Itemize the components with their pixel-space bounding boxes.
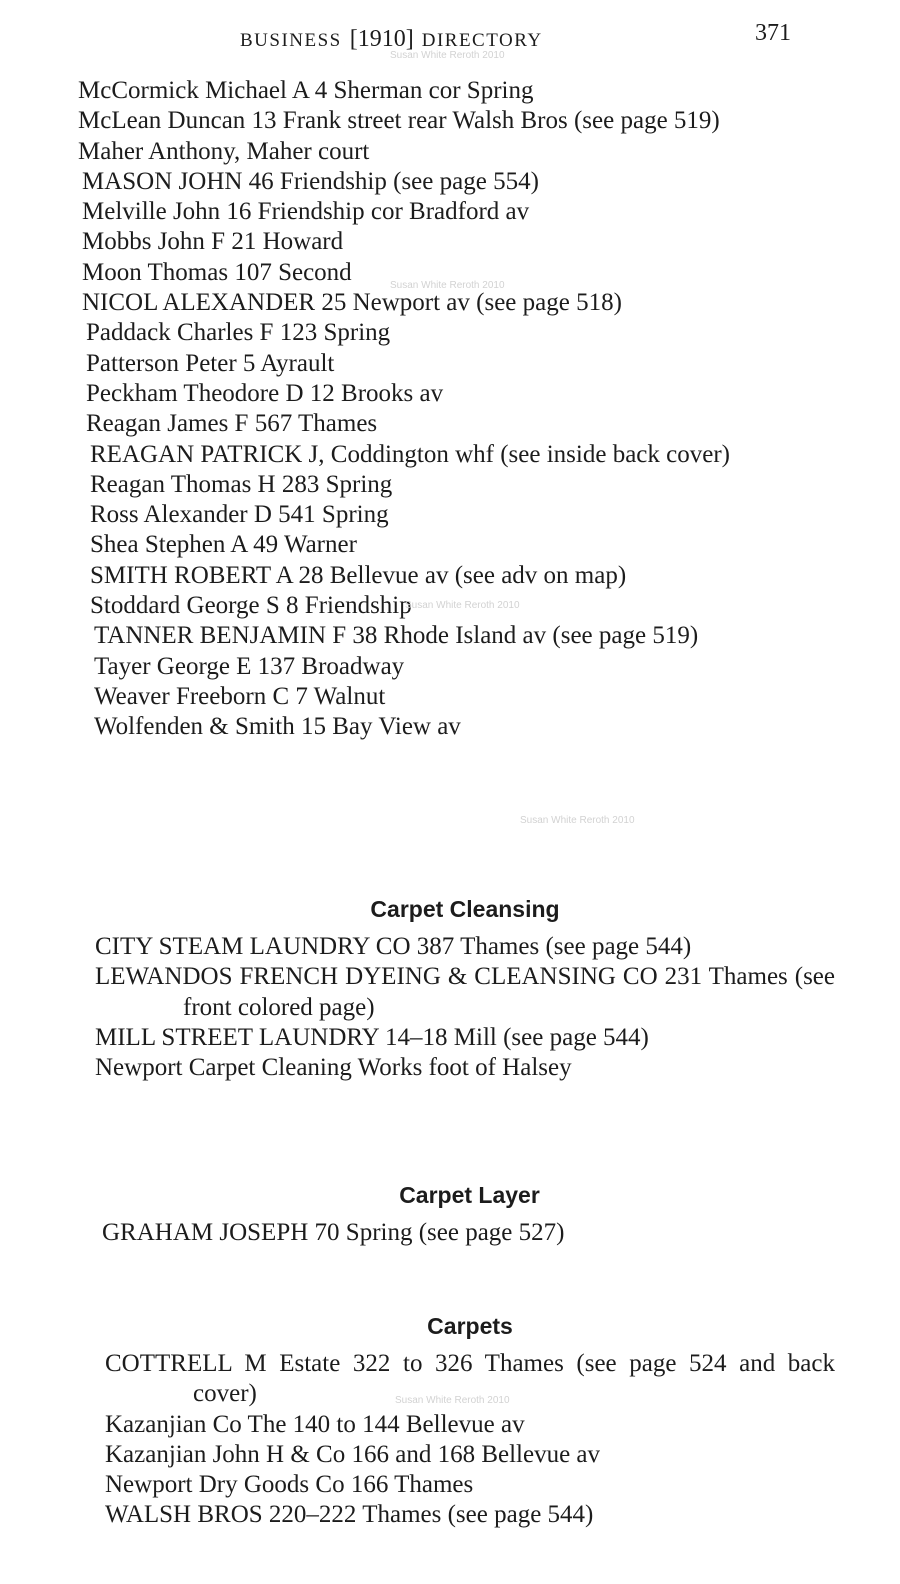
page-number: 371 (755, 20, 791, 46)
running-header (240, 26, 543, 53)
list-item: Melville John 16 Friendship cor Bradford av (82, 198, 530, 226)
section-carpets (105, 1311, 835, 1531)
list-item: Reagan James F 567 Thames (86, 410, 378, 438)
list-item: NICOL ALEXANDER 25 Newport av (see page 518) (82, 289, 622, 317)
list-item: Peckham Theodore D 12 Brooks av (86, 379, 444, 407)
list-item: MASON JOHN 46 Friendship (see page 554) (82, 167, 539, 195)
list-item: Stoddard George S 8 Friendship (90, 592, 412, 620)
list-item: Weaver Freeborn C 7 Walnut (94, 682, 386, 710)
list-item: Ross Alexander D 541 Spring (90, 501, 389, 529)
section-heading: Carpet Cleansing (370, 896, 560, 922)
section-carpet-cleansing (95, 894, 835, 1083)
list-item: McCormick Michael A 4 Sherman cor Spring (78, 77, 534, 104)
list-item: Maher Anthony, Maher court (78, 137, 370, 165)
watermark-text: Susan White Reroth 2010 (395, 1395, 510, 1406)
list-item: Patterson Peter 5 Ayrault (86, 349, 335, 377)
list-item: Tayer George E 137 Broadway (94, 652, 405, 680)
list-item: Paddack Charles F 123 Spring (86, 319, 391, 347)
list-item: McLean Duncan 13 Frank street rear Walsh Bros (see page 519) (78, 107, 720, 135)
entry-list (78, 76, 838, 743)
list-item: Reagan Thomas H 283 Spring (90, 470, 393, 498)
section-heading: Carpets (427, 1313, 513, 1339)
list-item: Shea Stephen A 49 Warner (90, 531, 357, 559)
watermark-text: Susan White Reroth 2010 (405, 600, 520, 611)
watermark-text: Susan White Reroth 2010 (390, 280, 505, 291)
list-item: Kazanjian John H & Co 166 and 168 Bellevue av (105, 1440, 601, 1468)
watermark-text: Susan White Reroth 2010 (390, 50, 505, 61)
header-left: BUSINESS (240, 30, 342, 51)
header-right: DIRECTORY (421, 30, 543, 51)
section-carpet-layer (102, 1180, 837, 1248)
list-item: CITY STEAM LAUNDRY CO 387 Thames (see page 544) (95, 933, 692, 960)
list-item: GRAHAM JOSEPH 70 Spring (see page 527) (102, 1219, 565, 1246)
list-item: LEWANDOS FRENCH DYEING & CLEANSING CO 231 Thames (see front colored page) (95, 963, 835, 1021)
header-year: [1910] (349, 26, 414, 52)
list-item: COTTRELL M Estate 322 to 326 Thames (see page 524 and back cover) (105, 1350, 835, 1408)
list-item: Newport Dry Goods Co 166 Thames (105, 1471, 474, 1499)
list-item: Moon Thomas 107 Second (82, 258, 352, 286)
section-heading: Carpet Layer (399, 1182, 540, 1208)
list-item: TANNER BENJAMIN F 38 Rhode Island av (see page 519) (94, 622, 699, 650)
list-item: MILL STREET LAUNDRY 14–18 Mill (see page 544) (95, 1023, 649, 1051)
list-item: Newport Carpet Cleaning Works foot of Halsey (95, 1054, 572, 1082)
list-item: Kazanjian Co The 140 to 144 Bellevue av (105, 1410, 525, 1438)
watermark-text: Susan White Reroth 2010 (520, 815, 635, 826)
list-item: REAGAN PATRICK J, Coddington whf (see inside back cover) (90, 440, 730, 468)
list-item: WALSH BROS 220–222 Thames (see page 544) (105, 1501, 594, 1529)
list-item: SMITH ROBERT A 28 Bellevue av (see adv on map) (90, 561, 627, 589)
list-item: Wolfenden & Smith 15 Bay View av (94, 713, 461, 741)
list-item: Mobbs John F 21 Howard (82, 228, 344, 256)
